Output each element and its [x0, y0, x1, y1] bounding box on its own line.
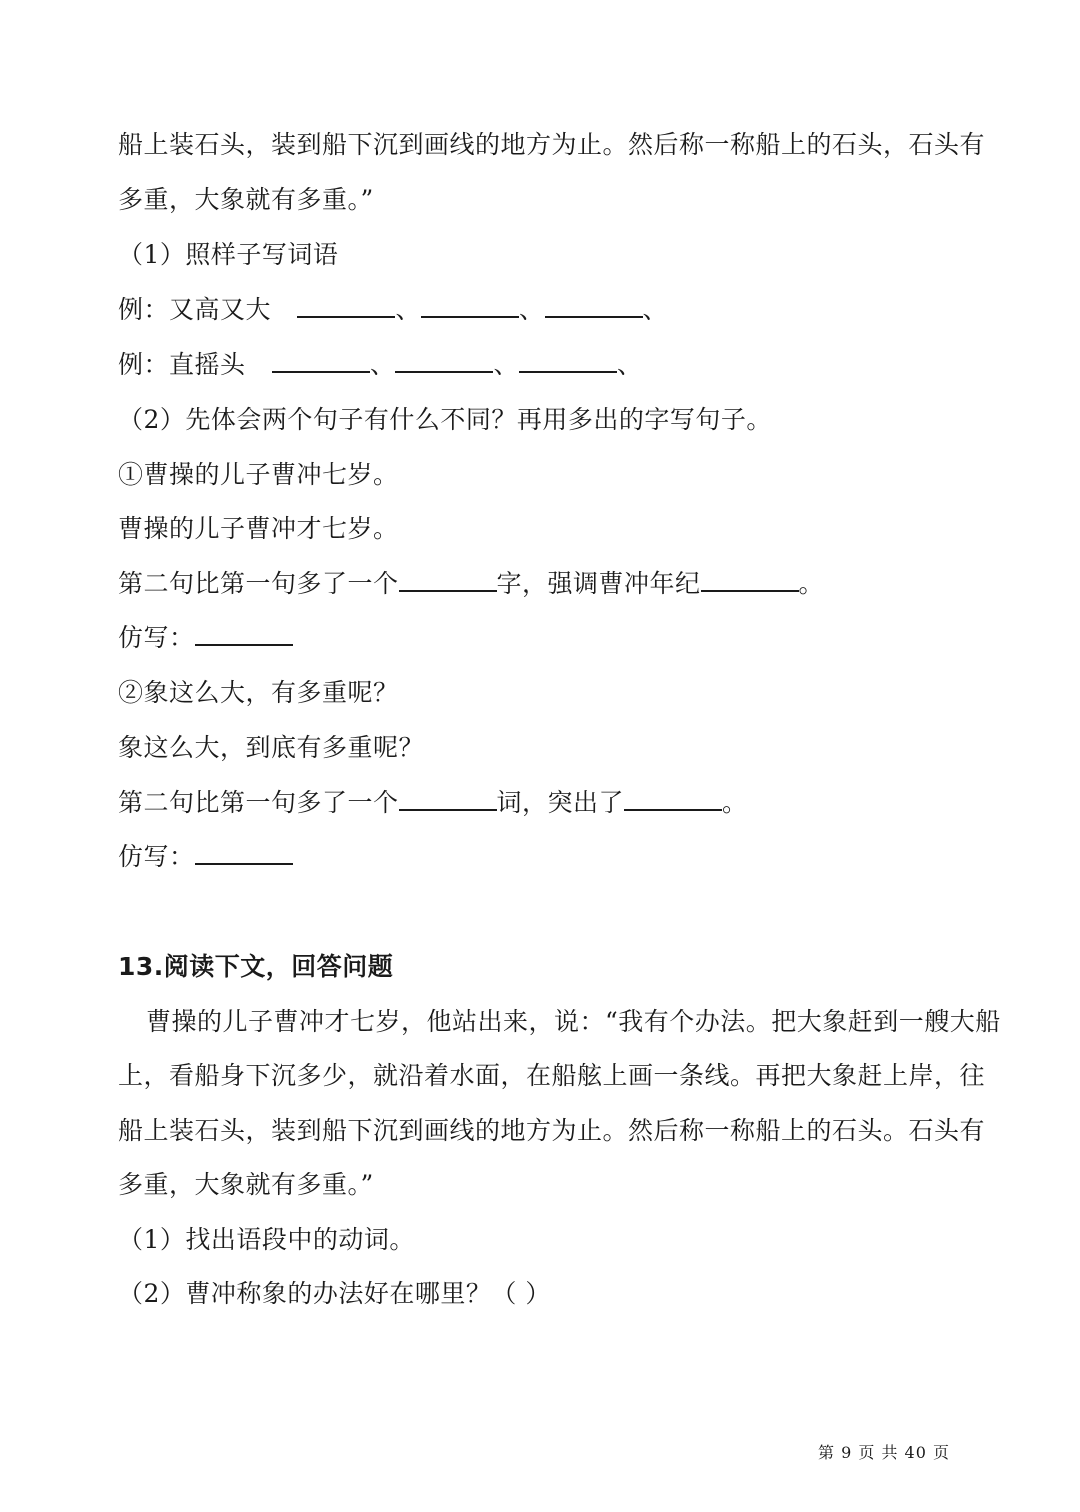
- separator: 、: [642, 295, 669, 324]
- answer-blank: [195, 841, 293, 865]
- answer-blank: [297, 294, 395, 318]
- page-footer: 第 9 页 共 40 页: [818, 1443, 950, 1462]
- fill-text-b: 字，强调曹冲年纪: [496, 569, 701, 598]
- q13-passage-line-2: 上，看船身下沉多少，就沿着水面，在船舷上画一条线。再把大象赶上岸，往: [118, 1061, 986, 1090]
- q12-sentence-1a: ①曹操的儿子曹冲七岁。: [118, 460, 399, 489]
- separator: 、: [617, 350, 643, 379]
- q13-part2: （2）曹冲称象的办法好在哪里？（ ）: [118, 1279, 551, 1308]
- q12-sentence-2a: ②象这么大，有多重呢？: [118, 678, 399, 707]
- separator: 、: [395, 295, 421, 324]
- answer-blank: [399, 787, 497, 811]
- answer-blank: [519, 349, 617, 373]
- separator: 、: [518, 295, 545, 324]
- answer-blank: [195, 622, 293, 646]
- answer-blank: [395, 349, 493, 373]
- q13-heading: 13.阅读下文，回答问题: [118, 952, 394, 981]
- separator: 、: [369, 350, 396, 379]
- top-passage-line-1: 船上装石头，装到船下沉到画线的地方为止。然后称一称船上的石头，石头有: [118, 130, 986, 159]
- answer-blank: [272, 349, 370, 373]
- fill-text-b: 词，突出了: [496, 788, 625, 817]
- separator: 、: [493, 350, 519, 379]
- q12-example-row-1: [118, 293, 668, 327]
- q12-fill-row-1: [118, 567, 824, 601]
- imitate-label: 仿写：: [118, 842, 195, 871]
- answer-blank: [624, 787, 722, 811]
- q12-example-row-2: [118, 348, 643, 382]
- top-passage-line-2: 多重，大象就有多重。”: [118, 185, 374, 214]
- example-2-prefix: 例：直摇头: [118, 350, 246, 379]
- imitate-label: 仿写：: [118, 623, 195, 652]
- q13-passage-line-1: 曹操的儿子曹冲才七岁，他站出来，说：“我有个办法。把大象赶到一艘大船: [146, 1007, 1001, 1036]
- q12-sentence-2b: 象这么大，到底有多重呢？: [118, 733, 425, 762]
- q12-fill-row-2: [118, 786, 748, 820]
- q12-imitate-row-2: [118, 840, 293, 874]
- fill-text-c: 。: [722, 788, 748, 817]
- fill-text-c: 。: [798, 569, 825, 598]
- q12-part1-title: （1）照样子写词语: [118, 240, 339, 269]
- answer-blank: [399, 568, 497, 592]
- fill-text-a: 第二句比第一句多了一个: [118, 569, 399, 598]
- q12-sentence-1b: 曹操的儿子曹冲才七岁。: [118, 514, 399, 543]
- q12-part2-title: （2）先体会两个句子有什么不同？再用多出的字写句子。: [118, 405, 772, 434]
- answer-blank: [545, 294, 643, 318]
- q13-part1: （1）找出语段中的动词。: [118, 1225, 415, 1254]
- answer-blank: [701, 568, 799, 592]
- answer-blank: [421, 294, 519, 318]
- example-1-prefix: 例：又高又大: [118, 295, 272, 324]
- q13-passage-line-3: 船上装石头，装到船下沉到画线的地方为止。然后称一称船上的石头。石头有: [118, 1116, 986, 1145]
- q12-imitate-row-1: [118, 621, 293, 655]
- q13-passage-line-4: 多重，大象就有多重。”: [118, 1170, 374, 1199]
- fill-text-a: 第二句比第一句多了一个: [118, 788, 399, 817]
